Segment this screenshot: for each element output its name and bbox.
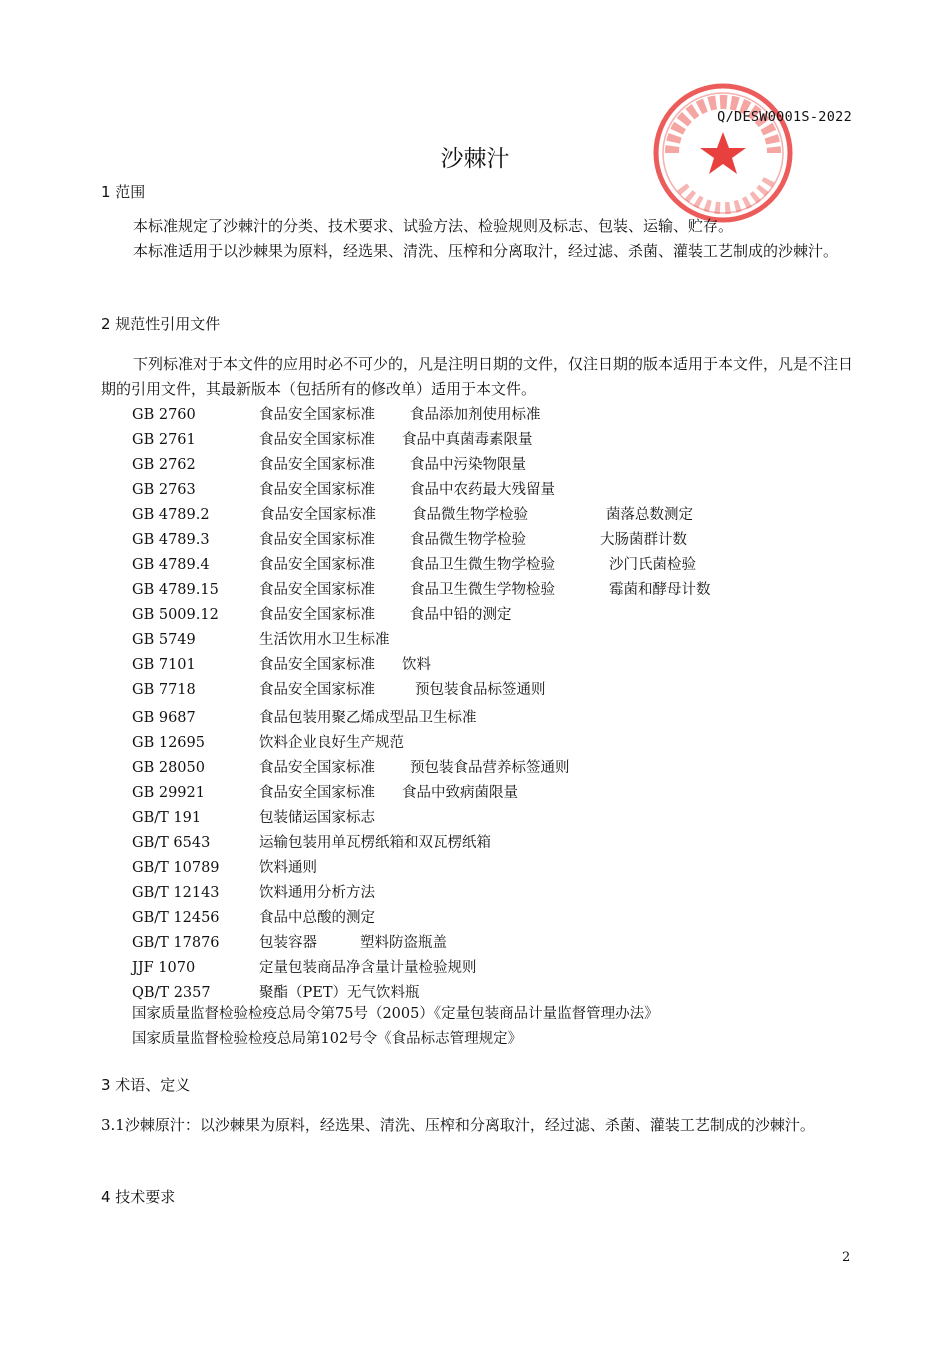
reference-item: GB 2761 食品安全国家标准 食品中真菌毒素限量 [132,432,533,448]
section-2-intro-paragraph: 下列标准对于本文件的应用时必不可少的，凡是注明日期的文件，仅注日期的版本适用于本文件，凡是不注日期的引用文件，其最新版本（包括所有的修改单）适用于本文件。 [101,355,854,398]
reference-item: GB 7718 食品安全国家标准 预包装食品标签通则 [132,682,546,698]
reference-item: GB 9687 食品包装用聚乙烯成型品卫生标准 [132,710,477,726]
reference-item: GB 5749 生活饮用水卫生标准 [132,632,390,648]
reference-item: GB/T 17876 包装容器 塑料防盗瓶盖 [132,935,447,951]
reference-item: GB 4789.2 食品安全国家标准 食品微生物学检验 菌落总数测定 [132,507,693,523]
reference-item: GB 7101 食品安全国家标准 饮料 [132,657,431,673]
reference-list [132,403,852,1006]
reference-item: GB/T 191 包装储运国家标志 [132,810,375,826]
section-1-heading: 1 范围 [101,183,146,201]
reference-item: GB 28050 食品安全国家标准 预包装食品营养标签通则 [132,760,570,776]
standard-number: Q/DESW0001S-2022 [717,109,852,125]
section-3-heading: 3 术语、定义 [101,1076,191,1094]
reference-item: GB 4789.15 食品安全国家标准 食品卫生微生学物检验 霉菌和酵母计数 [132,582,711,598]
reference-item: JJF 1070 定量包装商品净含量计量检验规则 [132,960,477,976]
page-title: 沙棘汁 [440,146,510,172]
reference-item: GB/T 12456 食品中总酸的测定 [132,910,375,926]
reference-item: GB 2763 食品安全国家标准 食品中农药最大残留量 [132,482,555,498]
reference-item: GB 2762 食品安全国家标准 食品中污染物限量 [132,457,526,473]
section-2-heading: 2 规范性引用文件 [101,315,221,333]
section-3-definition: 3.1沙棘原汁：以沙棘果为原料，经选果、清洗、压榨和分离取汁，经过滤、杀菌、灌装工艺制成的沙棘汁。 [101,1116,815,1134]
reference-item: GB 29921 食品安全国家标准 食品中致病菌限量 [132,785,518,801]
section-1-scope-paragraph: 本标准规定了沙棘汁的分类、技术要求、试验方法、检验规则及标志、包装、运输、贮存。 [133,217,734,235]
reference-item: GB 4789.4 食品安全国家标准 食品卫生微生物学检验 沙门氏菌检验 [132,557,696,573]
reference-item: GB 2760 食品安全国家标准 食品添加剂使用标准 [132,407,541,423]
reference-item: GB 5009.12 食品安全国家标准 食品中铅的测定 [132,607,512,623]
reference-item: QB/T 2357 聚酯（PET）无气饮料瓶 [132,985,420,1001]
reference-item: GB 12695 饮料企业良好生产规范 [132,735,404,751]
regulation-list [132,1002,659,1052]
section-1-application-paragraph: 本标准适用于以沙棘果为原料，经选果、清洗、压榨和分离取汁，经过滤、杀菌、灌装工艺制成的沙棘汁。 [133,242,839,260]
section-4-heading: 4 技术要求 [101,1188,176,1206]
page-number: 2 [842,1250,851,1265]
regulation-item: 国家质量监督检验检疫总局第102号令《食品标志管理规定》 [132,1031,523,1047]
regulation-item: 国家质量监督检验检疫总局令第75号（2005）《定量包装商品计量监督管理办法》 [132,1006,659,1022]
reference-item: GB/T 10789 饮料通则 [132,860,317,876]
reference-item: GB/T 12143 饮料通用分析方法 [132,885,375,901]
reference-item: GB/T 6543 运输包装用单瓦楞纸箱和双瓦楞纸箱 [132,835,491,851]
reference-item: GB 4789.3 食品安全国家标准 食品微生物学检验 大肠菌群计数 [132,532,687,548]
